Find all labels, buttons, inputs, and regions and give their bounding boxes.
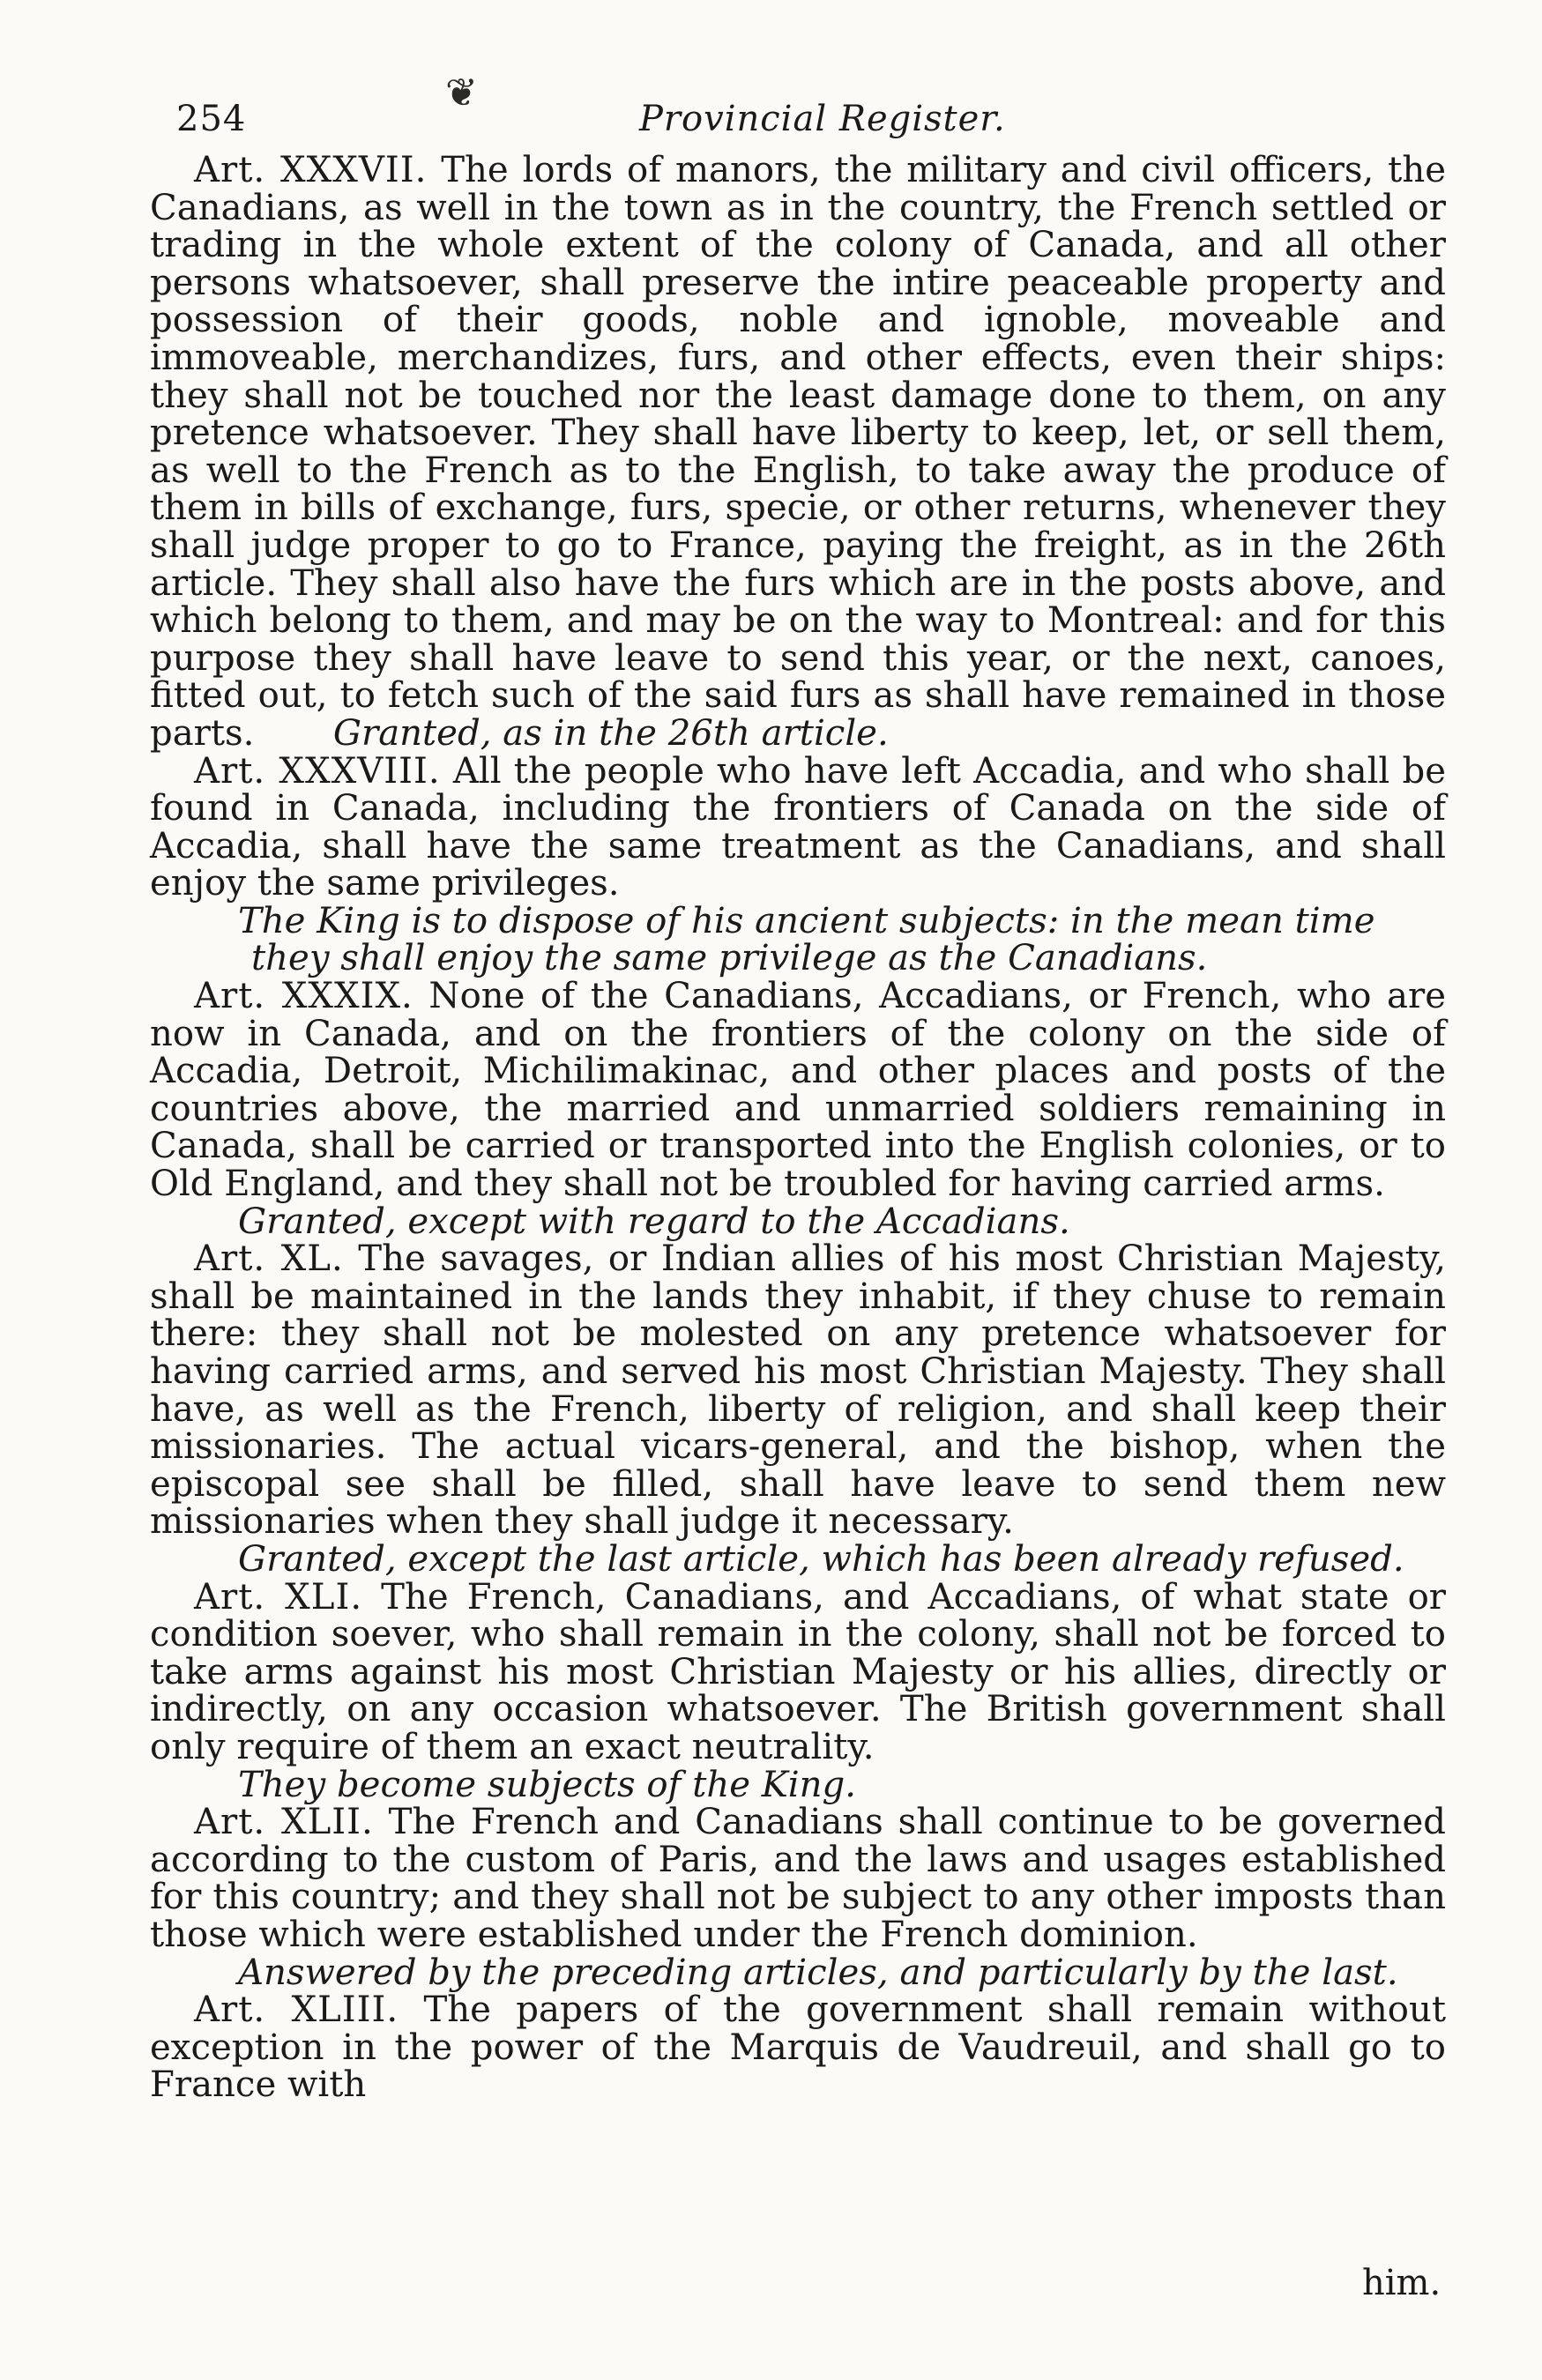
article-text: None of the Canadians, Accadians, or French, who are now in Canada, and on the frontiers of the colony on the side of Accadia, Detroit, Michilimakinac, and other places and posts of the countries above, the married and unmarried soldiers remaining in Canada, shall be carried or transported into the English colonies, or to Old England, and they shall not be troubled for having carried arms. — [150, 976, 1446, 1205]
article-41 — [150, 1576, 1446, 1767]
fleuron-ornament-icon: ❦ — [445, 71, 478, 115]
article-label: Art. XXXVII. — [194, 150, 428, 190]
page-header — [176, 99, 1446, 152]
page-body — [150, 152, 1446, 2104]
article-answer: Granted, except with regard to the Accadians. — [238, 1201, 1070, 1242]
running-head: Provincial Register. — [639, 99, 1006, 139]
article-text: The savages, or Indian allies of his most Christian Majesty, shall be maintained in the lands they inhabit, if they chuse to remain there: they shall not be molested on any pretence whatsoever for having carried arms, and served his most Christian Majesty. They shall have, as well as the French, liberty of religion, and shall keep their missionaries. The actual vicars-general, and the bishop, when the episcopal see shall be filled, shall have leave to send them new missionaries when they shall judge it necessary. — [150, 1238, 1446, 1543]
article-label: Art. XLIII. — [194, 1990, 399, 2031]
article-text: The French and Canadians shall continue to be governed according to the custom of Paris, and the laws and usages established for this country; and they shall not be subject to any other imposts than those which were established under the French dominion. — [150, 1802, 1446, 1955]
article-answer: Answered by the preceding articles, and particularly by the last. — [238, 1952, 1398, 1993]
article-text: All the people who have left Accadia, and who shall be found in Canada, including the frontiers of Canada on the side of Accadia, shall have the same treatment as the Canadians, and shall enjoy the same privileges. — [150, 750, 1447, 904]
article-37 — [150, 152, 1446, 753]
page-number: 254 — [176, 99, 247, 139]
article-label: Art. XXXVIII. — [194, 750, 441, 792]
article-answer: Granted, except the last article, which has been already refused. — [238, 1538, 1404, 1580]
article-42 — [150, 1804, 1446, 1953]
article-43 — [150, 1991, 1446, 2104]
article-answer: They become subjects of the King. — [238, 1764, 857, 1805]
article-label: Art. XLI. — [194, 1576, 363, 1618]
article-label: Art. XXXIX. — [194, 976, 413, 1017]
article-label: Art. XL. — [194, 1238, 344, 1280]
article-label: Art. XLII. — [194, 1802, 374, 1843]
article-40 — [150, 1240, 1446, 1541]
catchword: him. — [1362, 2263, 1441, 2303]
article-text: The French, Canadians, and Accadians, of what state or condition soever, who shall remain in the colony, shall not be forced to take arms against his most Christian Majesty or his allies, directly or indirectly, on any occasion whatsoever. The British government shall only require of them an exact neutrality. — [150, 1576, 1446, 1767]
article-39 — [150, 978, 1446, 1203]
article-answer: The King is to dispose of his ancient subjects: in the mean time they shall enjoy the same privilege as the Canadians. — [238, 900, 1375, 979]
article-text: The papers of the government shall remain without exception in the power of the Marquis de Vaudreuil, and shall go to France with — [150, 1990, 1446, 2106]
article-text: The lords of manors, the military and civil officers, the Canadians, as well in the town as in the country, the French settled or trading in the whole extent of the colony of Canada, and all other persons whatsoever, shall preserve the intire peaceable property and possession of their goods, noble and ignoble, moveable and immoveable, merchandizes, furs, and other effects, even their ships: they shall not be touched nor the least damage done to them, on any pretence whatsoever. They shall have liberty to keep, let, or sell them, as well to the French as to the English, to take away the produce of them in bills of exchange, furs, specie, or other returns, whenever they shall judge proper to go to France, paying the freight, as in the 26th article. They shall also have the furs which are in the posts above, and which belong to them, and may be on the way to Montreal: and for this purpose they shall have leave to send this year, or the next, canoes, fitted out, to fetch such of the said furs as shall have remained in those parts. — [150, 150, 1446, 754]
article-answer: Granted, as in the 26th article. — [332, 712, 889, 754]
article-38 — [150, 750, 1447, 904]
